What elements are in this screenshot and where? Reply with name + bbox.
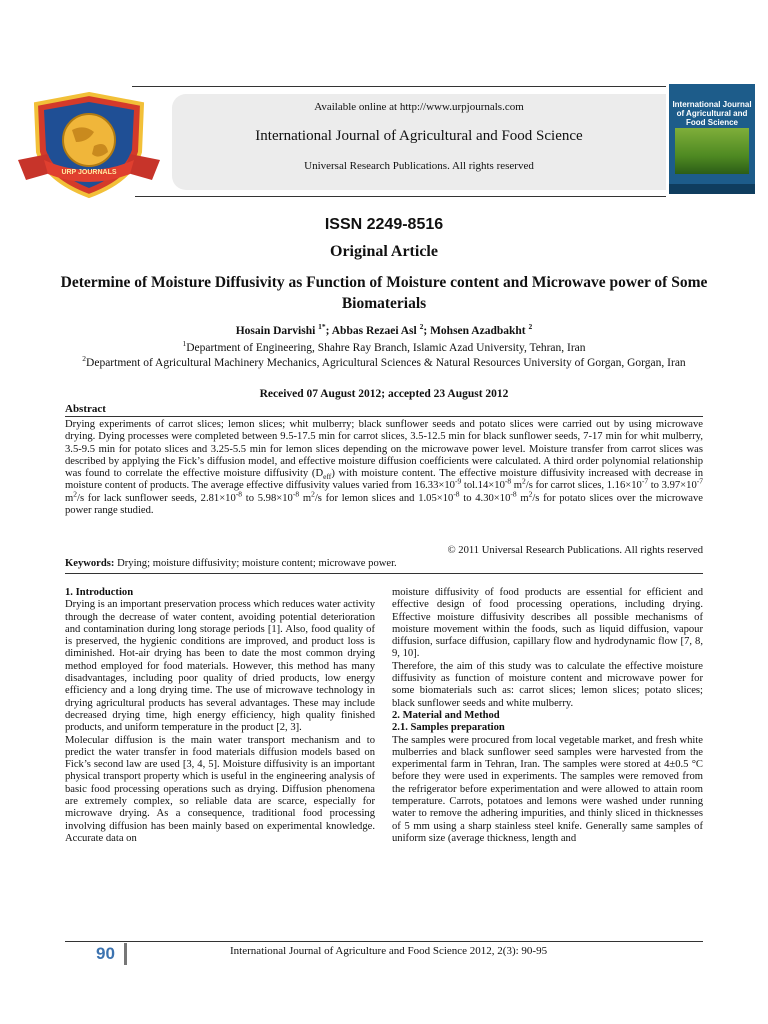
paragraph: moisture diffusivity of food products are essential for efficient and effective design of food processing operations, including drying. Effective moisture diffusivity describes all possible mechanisms of moisture movement within the foods, such as liquid diffusion, vapour diffusion, surface diffusion, capillary flow and hydrodynamic flow [7, 8, 9, 10]. — [392, 587, 703, 660]
section-heading: 1. Introduction — [65, 587, 134, 598]
issn: ISSN 2249-8516 — [324, 216, 444, 233]
cover-stripe — [669, 184, 755, 194]
paragraph: Drying is an important preservation process which reduces water activity through the decrease of water content, avoiding potential deterioration and contamination during long storage periods [1]. Also, food quality of is preserved, the hygienic conditions are improved, and product loss is diminished. Hot-air drying has been to date the most common drying method employed for food materials. However, this method has many disadvantages, including poor quality of dried products, low energy efficiency and a long drying time. The use of microwave technology in drying agricultural products has several advantages. These may include decreased drying time, high energy efficiency, high quality finished products, and uniform temperature in the product [2, 3]. — [65, 599, 375, 734]
footer-divider — [124, 943, 127, 965]
publisher-line: Universal Research Publications. All rights reserved — [304, 160, 534, 172]
left-column — [65, 587, 375, 845]
cover-title: International Journal of Agricultural and Food Science — [672, 100, 752, 127]
keywords — [65, 558, 703, 569]
paragraph: The samples were procured from local vegetable market, and fresh white mulberries and black sunflower seed samples were harvested from the experimental farm in Tehran, Iran. The samples were stored at 4±0.5 °C before they were used in experiments. The samples were removed from the refrigerator before experimentation and were allowed to attain room temperature. Carrots, potatoes and lemons were washed under running water to remove the adhering impurities, and thinly sliced in thicknesses of 5 mm using a sharp stainless steel knife. Generally same samples of uniform size (average thickness, length and — [392, 734, 703, 844]
keywords-label: Keywords: — [65, 558, 115, 569]
right-column — [392, 587, 703, 845]
author-affiliation-mark: 2 — [419, 322, 424, 332]
abstract-heading: Abstract — [65, 403, 106, 415]
copyright-notice: © 2011 Universal Research Publications. All rights reserved — [447, 545, 703, 556]
journal-cover-thumbnail — [669, 84, 755, 194]
footer-citation: International Journal of Agriculture and Food Science 2012, 2(3): 90-95 — [230, 945, 548, 957]
footer-rule — [65, 941, 703, 942]
paragraph: Therefore, the aim of this study was to calculate the effective moisture diffusivity as function of moisture content and microwave power for some biomaterials such as: carrot slices; lemon slices; potato slices; black sunflower seeds and white mulberry. — [392, 660, 703, 709]
urp-journals-logo — [14, 90, 164, 200]
abstract-body: Drying experiments of carrot slices; lemon slices; whit mulberry; black sunflower seeds and potato slices were carried out by using microwave drying. Dying processes were completed between 9.5-17.5 min for carrot slices, 3.5-12.5 min for black sunflower seeds, 7-17 min for whit mulberry, 3.5-9.5 min for potato slices and 3.25-5.5 min for lemon slices depending on the microwave power level. Moisture transfer from carrot slices was described by applying the Fick’s diffusion model, and effective moisture diffusion coefficients were calculated. A third order polynomial relationship was found to correlate the effective moisture diffusivity $(D_{eff})$ with moisture content. The effective moisture diffusivity increased with decrease in moisture content of products. The average effective diffusivity values varied from $16.33\times 10^{-9}$ $tol.14\times 10^{-8}$ $m^2/s$ for carrot slices, $1.16\times 10^{-7}$ to $3.97\times 10^{-7}$ $m^2/s$ for lack sunflower seeds, $2.81\times 10^{-8}$ to $5.98\times 10^{-8}$ $m^2/s$ for lemon slices and $1.05\times 10^{-8}$ to $4.30\times 10^{-8}$ $m^2/s$ for potato slices over the microwave power range studied. — [65, 419, 703, 517]
author-affiliation-mark: 2 — [528, 322, 533, 332]
header-top-rule — [132, 86, 666, 87]
paragraph: Molecular diffusion is the main water transport mechanism and to predict the water transfer in food materials diffusion models based on Fick’s second law are used [3, 4, 5]. Moisture diffusivity is an important physical transport property which is useful in the engineering analysis of basic food processing operations such as drying. Diffusion phenomena are extremely complex, so reliable data are scarce, especially for microwave drying. As a consequence, traditional food processing involving diffusion has been mainly based on experimental knowledge. Accurate data on — [65, 734, 375, 844]
author-name: Hosain Darvishi — [235, 325, 316, 337]
page-number: 90 — [96, 944, 115, 963]
author-list: Hosain Darvishi $^{1*}$; Abbas Rezaei Asl $^2$; Mohsen Azadbakht $^2$ — [235, 322, 533, 337]
paper-title: Determine of Moisture Diffusivity as Function of Moisture content and Microwave power of Some Biomaterials — [60, 274, 708, 312]
keywords-list: Drying; moisture diffusivity; moisture content; microwave power. — [117, 558, 397, 569]
abstract-rule — [65, 573, 703, 574]
journal-name: International Journal of Agricultural and Food Science — [255, 128, 583, 144]
cover-plant-image — [675, 128, 749, 174]
available-online-text: Available online at http://www.urpjournals.com — [314, 101, 524, 113]
subsection-heading: 2.1. Samples preparation — [392, 722, 505, 734]
abstract-rule — [65, 416, 703, 417]
author-name: Abbas Rezaei Asl — [331, 325, 417, 337]
header-bottom-rule — [135, 196, 666, 197]
author-affiliation-mark: 1* — [318, 322, 326, 332]
author-name: Mohsen Azadbakht — [430, 325, 526, 337]
article-type: Original Article — [330, 243, 438, 260]
received-dates: Received 07 August 2012; accepted 23 August 2012 — [259, 388, 509, 400]
affiliation: $^1$Department of Engineering, Shahre Ray Branch, Islamic Azad University, Tehran, Iran — [182, 339, 586, 354]
section-heading: 2. Material and Method — [392, 709, 500, 721]
logo-lettering: URP JOURNALS — [61, 169, 117, 176]
affiliation: $^2$Department of Agricultural Machinery Mechanics, Agricultural Sciences & Natural Resources University of Gorgan, Gorgan, Iran — [82, 354, 686, 369]
